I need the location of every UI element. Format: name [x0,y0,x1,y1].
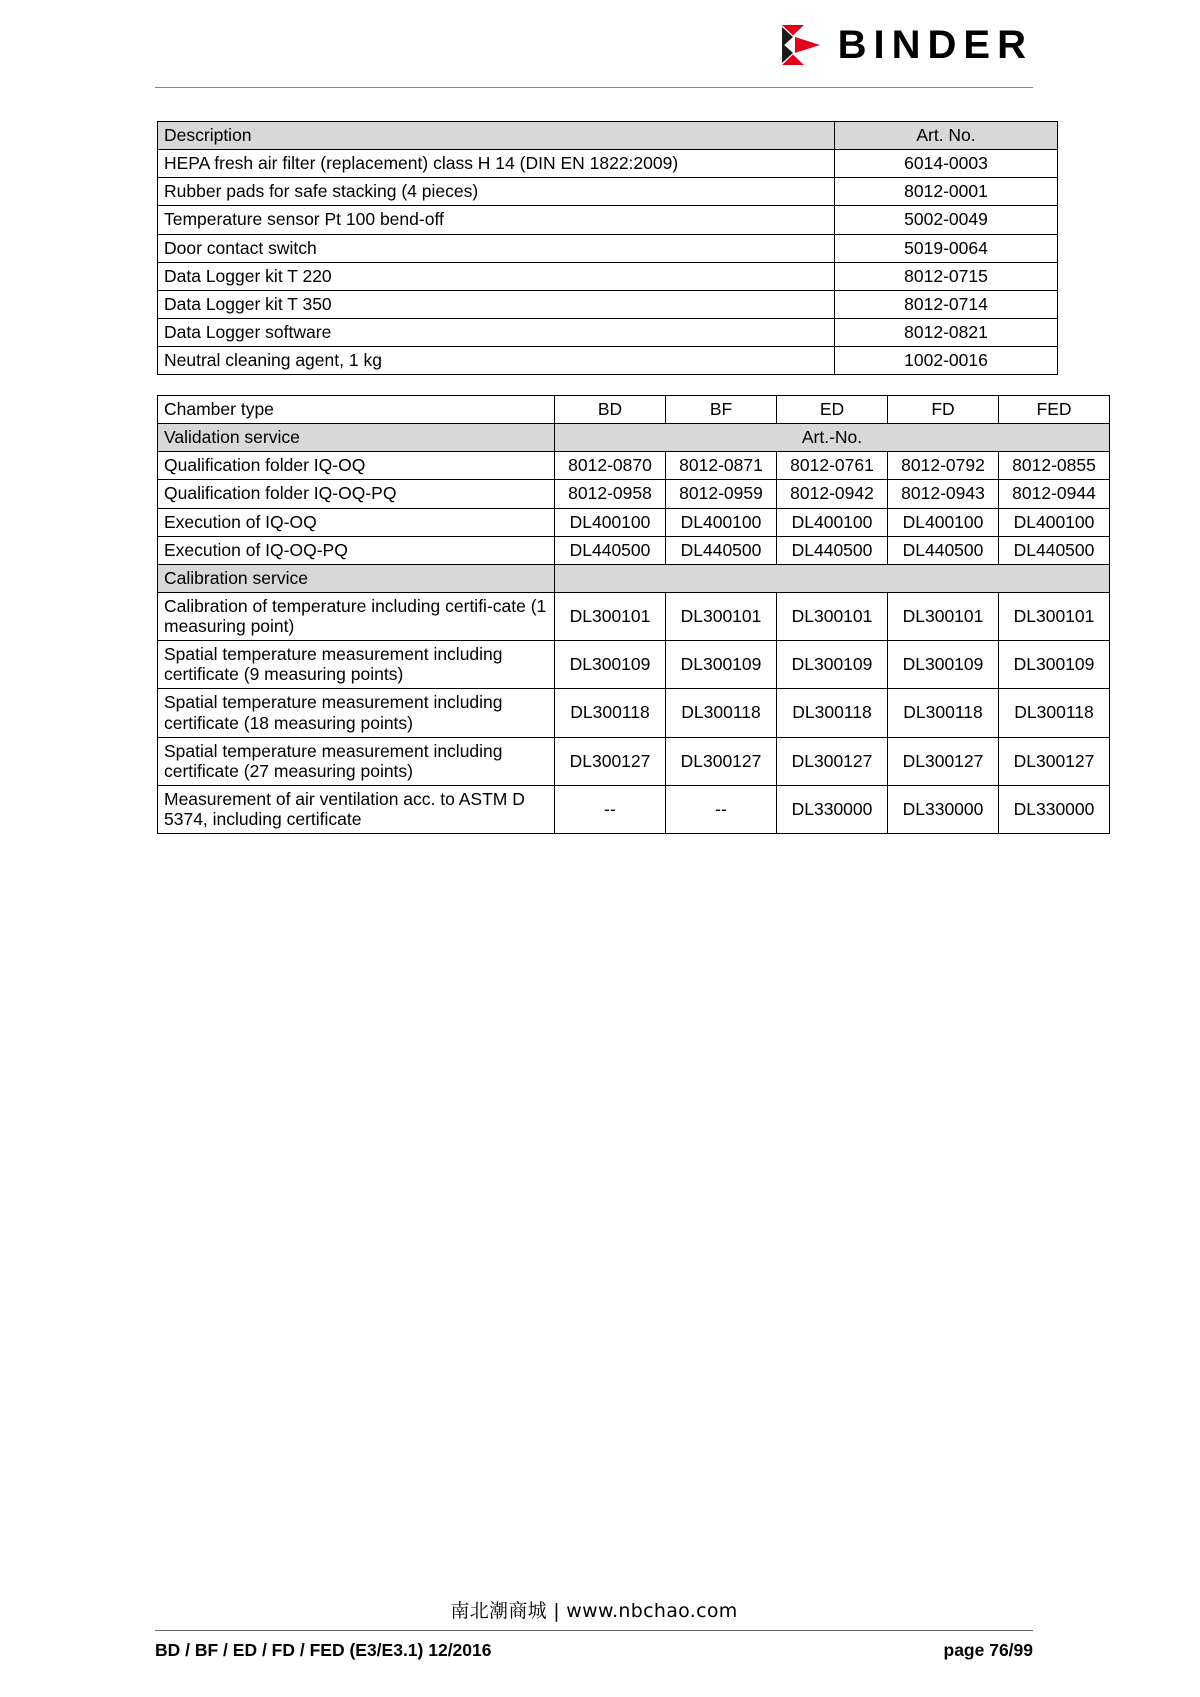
service-name: Execution of IQ-OQ-PQ [158,536,555,564]
service-value-ed: DL330000 [777,785,888,833]
table-row [158,150,1058,178]
service-value-bd: DL440500 [555,536,666,564]
services-table [157,395,1110,834]
service-value-bf: 8012-0871 [666,452,777,480]
table-row [158,689,1110,737]
service-value-fed: DL330000 [999,785,1110,833]
watermark-text: 南北潮商城 | www.nbchao.com [450,1600,738,1622]
option-art-no: 5019-0064 [835,234,1058,262]
service-name: Measurement of air ventilation acc. to ASTM D 5374, including certificate [158,785,555,833]
table-row [158,536,1110,564]
column-header-chamber-type: Chamber type [158,396,555,424]
binder-wordmark: BINDER [837,23,1033,67]
footer-row [155,1631,1033,1661]
table-row [158,641,1110,689]
service-name: Spatial temperature measurement including certificate (18 measuring points) [158,689,555,737]
service-value-bd: 8012-0870 [555,452,666,480]
section-label-validation-service: Validation service [158,424,555,452]
service-value-fd: DL300127 [888,737,999,785]
option-art-no: 8012-0001 [835,178,1058,206]
page-number: page 76/99 [943,1640,1033,1660]
column-header-chamber-bd: BD [555,396,666,424]
column-header-chamber-bf: BF [666,396,777,424]
service-value-ed: DL300101 [777,592,888,640]
service-value-fed: DL400100 [999,508,1110,536]
service-name: Execution of IQ-OQ [158,508,555,536]
service-value-fd: 8012-0943 [888,480,999,508]
service-value-bd: DL300101 [555,592,666,640]
table-row [158,480,1110,508]
service-name: Spatial temperature measurement including certificate (27 measuring points) [158,737,555,785]
document-reference: BD / BF / ED / FD / FED (E3/E3.1) 12/2016 [155,1640,492,1660]
service-value-fd: DL440500 [888,536,999,564]
option-description: Rubber pads for safe stacking (4 pieces) [158,178,835,206]
service-name: Qualification folder IQ-OQ-PQ [158,480,555,508]
table-row [158,508,1110,536]
service-value-ed: DL300118 [777,689,888,737]
column-header-description: Description [158,122,835,150]
option-description: Door contact switch [158,234,835,262]
chamber-type-header-row [158,396,1110,424]
option-description: Data Logger kit T 220 [158,262,835,290]
table-row [158,592,1110,640]
service-value-bd: DL300127 [555,737,666,785]
service-value-bf: DL300109 [666,641,777,689]
table-row [158,234,1058,262]
binder-logo [780,24,1033,66]
header-divider [155,87,1033,88]
service-value-ed: 8012-0761 [777,452,888,480]
service-value-fed: DL300109 [999,641,1110,689]
service-value-bf: DL400100 [666,508,777,536]
options-table [157,121,1058,375]
service-value-ed: DL400100 [777,508,888,536]
service-value-fd: DL400100 [888,508,999,536]
table-row [158,452,1110,480]
service-value-fd: DL300101 [888,592,999,640]
option-art-no: 8012-0715 [835,262,1058,290]
column-header-chamber-fd: FD [888,396,999,424]
table-row [158,737,1110,785]
section-header-validation-service [158,424,1110,452]
section-header-calibration-service [158,564,1110,592]
service-value-fed: 8012-0944 [999,480,1110,508]
table-row [158,178,1058,206]
service-value-ed: DL440500 [777,536,888,564]
service-value-ed: DL300109 [777,641,888,689]
service-value-fd: DL330000 [888,785,999,833]
option-art-no: 6014-0003 [835,150,1058,178]
binder-triangle-logo-icon [780,24,824,66]
option-art-no: 8012-0821 [835,318,1058,346]
service-value-bf: DL300118 [666,689,777,737]
options-table-container [157,121,1033,375]
service-value-fed: DL440500 [999,536,1110,564]
option-description: Data Logger kit T 350 [158,290,835,318]
calibration-section-filler [555,564,1110,592]
option-description: Data Logger software [158,318,835,346]
service-value-fed: DL300118 [999,689,1110,737]
column-header-art-no: Art. No. [835,122,1058,150]
page-header [155,18,1033,90]
table-row [158,785,1110,833]
table-header-row [158,122,1058,150]
option-description: Neutral cleaning agent, 1 kg [158,347,835,375]
service-value-bd: DL400100 [555,508,666,536]
option-art-no: 5002-0049 [835,206,1058,234]
service-value-bf: -- [666,785,777,833]
table-row [158,262,1058,290]
services-table-container [157,395,1096,834]
service-value-fed: DL300101 [999,592,1110,640]
option-art-no: 1002-0016 [835,347,1058,375]
service-name: Calibration of temperature including certifi-cate (1 measuring point) [158,592,555,640]
section-label-calibration-service: Calibration service [158,564,555,592]
service-value-bf: DL300101 [666,592,777,640]
service-value-fd: DL300118 [888,689,999,737]
column-header-chamber-ed: ED [777,396,888,424]
service-value-fd: 8012-0792 [888,452,999,480]
service-value-bf: 8012-0959 [666,480,777,508]
option-description: HEPA fresh air filter (replacement) class H 14 (DIN EN 1822:2009) [158,150,835,178]
table-row [158,318,1058,346]
option-description: Temperature sensor Pt 100 bend-off [158,206,835,234]
service-value-bd: -- [555,785,666,833]
service-value-ed: 8012-0942 [777,480,888,508]
service-value-bd: DL300118 [555,689,666,737]
service-value-bd: 8012-0958 [555,480,666,508]
table-row [158,206,1058,234]
option-art-no: 8012-0714 [835,290,1058,318]
service-value-fd: DL300109 [888,641,999,689]
column-header-chamber-fed: FED [999,396,1110,424]
page-footer [155,1596,1033,1661]
service-value-bd: DL300109 [555,641,666,689]
service-name: Qualification folder IQ-OQ [158,452,555,480]
service-value-bf: DL440500 [666,536,777,564]
table-row [158,290,1058,318]
service-value-fed: DL300127 [999,737,1110,785]
service-name: Spatial temperature measurement including certificate (9 measuring points) [158,641,555,689]
service-value-fed: 8012-0855 [999,452,1110,480]
table-row [158,347,1058,375]
validation-art-no-label: Art.-No. [555,424,1110,452]
service-value-bf: DL300127 [666,737,777,785]
service-value-ed: DL300127 [777,737,888,785]
